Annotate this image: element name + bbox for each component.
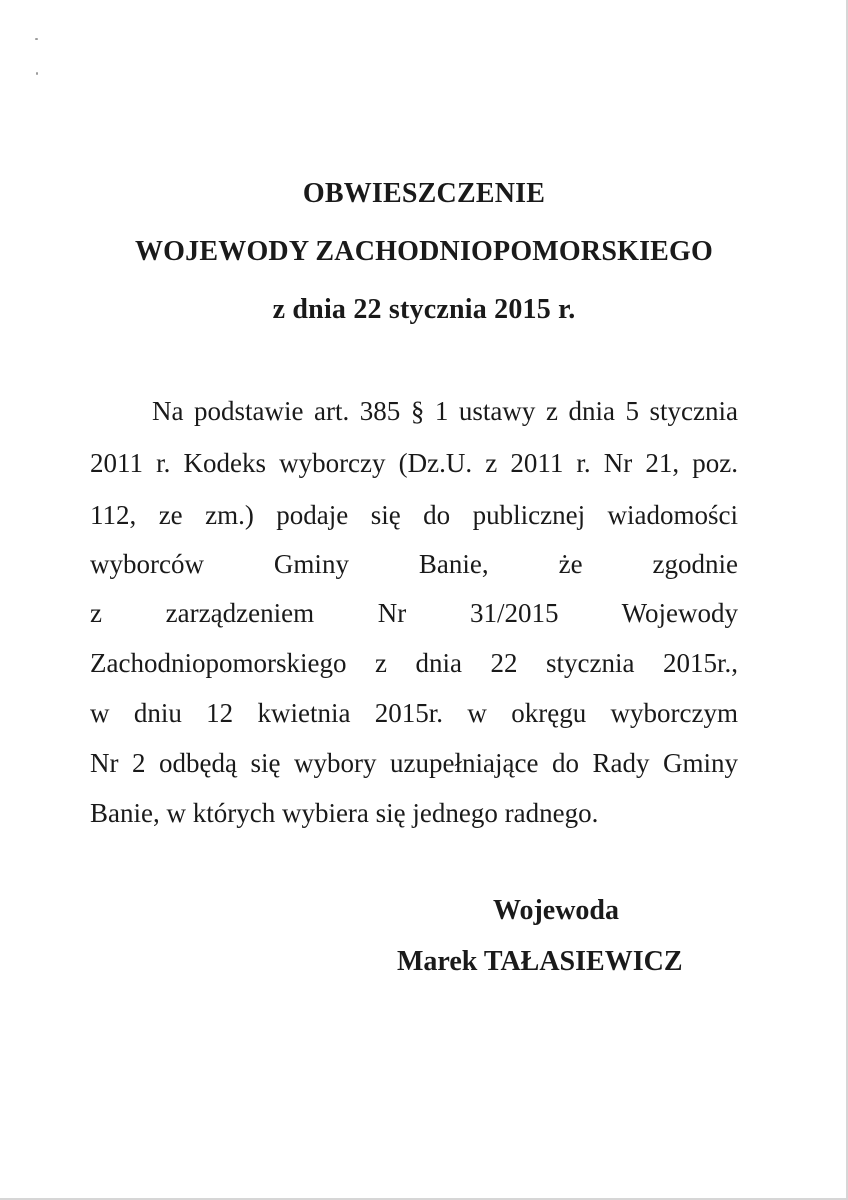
body-line: wyborców Gminy Banie, że zgodnie [90, 549, 738, 579]
body-line: Na podstawie art. 385 § 1 ustawy z dnia 5 stycznia [152, 396, 738, 426]
document-issuer: WOJEWODY ZACHODNIOPOMORSKIEGO [134, 236, 714, 267]
document-title: OBWIESZCZENIE [302, 178, 546, 209]
body-line: 112, ze zm.) podaje się do publicznej wiadomości [90, 500, 738, 530]
signature-title: Wojewoda [493, 895, 619, 926]
signature-name: Marek TAŁASIEWICZ [397, 946, 683, 977]
scan-speck [35, 38, 38, 40]
document-date: z dnia 22 stycznia 2015 r. [272, 294, 576, 325]
body-line: Nr 2 odbędą się wybory uzupełniające do Rady Gminy [90, 748, 738, 778]
body-line: Banie, w których wybiera się jednego radnego. [90, 798, 599, 828]
body-line: Zachodniopomorskiego z dnia 22 stycznia 2015r., [90, 648, 738, 678]
body-line: z zarządzeniem Nr 31/2015 Wojewody [90, 598, 738, 628]
body-line: w dniu 12 kwietnia 2015r. w okręgu wyborczym [90, 698, 738, 728]
body-line: 2011 r. Kodeks wyborczy (Dz.U. z 2011 r. Nr 21, poz. [90, 448, 738, 478]
scan-speck [36, 72, 38, 75]
